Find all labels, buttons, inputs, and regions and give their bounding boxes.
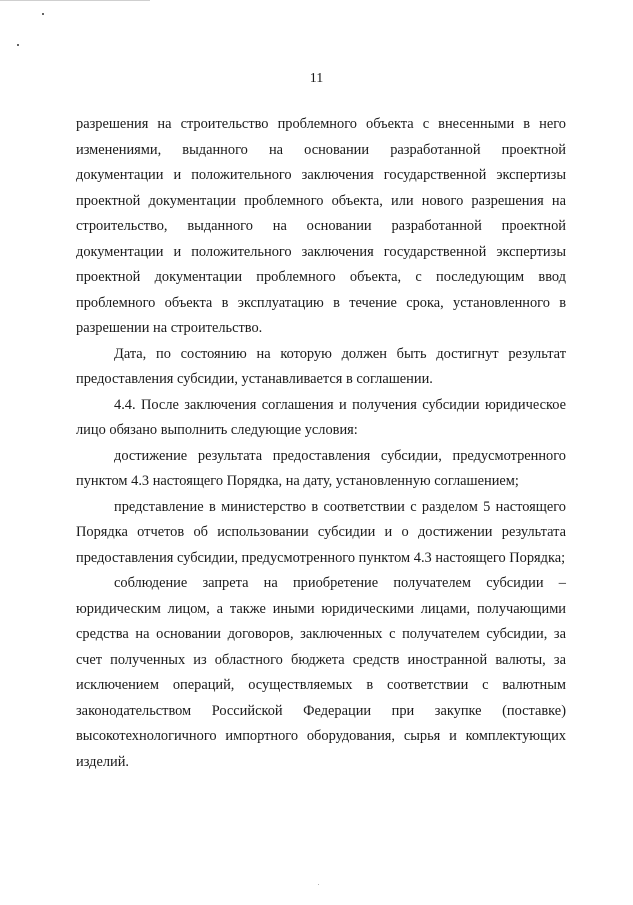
paragraph-condition-currency-ban: соблюдение запрета на приобретение получателем субсидии – юридическим лицом, а также иными юридическими лицами, получающими средства на основании договоров, заключенных с получателем субсидии, за счет полученных из областного бюджета средств иностранной валюты, за исключением операций, осуществляемых в соответствии с валютным законодательством Российской Федерации при закупке (поставке) высокотехнологичного импортного оборудования, сырья и комплектующих изделий. <box>76 575 566 770</box>
scan-speck <box>17 44 19 46</box>
scan-speck <box>318 884 319 885</box>
paragraph-condition-reports: представление в министерство в соответствии с разделом 5 настоящего Порядка отчетов об использовании субсидии и о достижении результата предоставления субсидии, предусмотренного пунктом 4.3 настоящего Порядка; <box>76 498 566 566</box>
page-number: 11 <box>309 71 324 86</box>
paragraph-result-date: Дата, по состоянию на которую должен быть достигнут результат предоставления субсидии, устанавливается в соглашении. <box>76 345 566 387</box>
paragraph-clause-4-4: 4.4. После заключения соглашения и получения субсидии юридическое лицо обязано выполнить следующие условия: <box>76 396 566 438</box>
scan-speck <box>42 13 44 15</box>
paragraph-permit-continuation: разрешения на строительство проблемного объекта с внесенными в него изменениями, выданного на основании разработанной проектной документации и положительного заключения государственной экспертизы проектной документации проблемного объекта, или нового разрешения на строительство, выданного на основании разработанной проектной документации и положительного заключения государственной экспертизы проектной документации проблемного объекта, с последующим ввод проблемного объекта в эксплуатацию в течение срока, установленного в разрешении на строительство. <box>76 116 566 336</box>
scan-edge-line <box>0 0 150 1</box>
document-body <box>76 112 566 775</box>
paragraph-condition-result: достижение результата предоставления субсидии, предусмотренного пунктом 4.3 настоящего Порядка, на дату, установленную соглашением; <box>76 447 566 489</box>
